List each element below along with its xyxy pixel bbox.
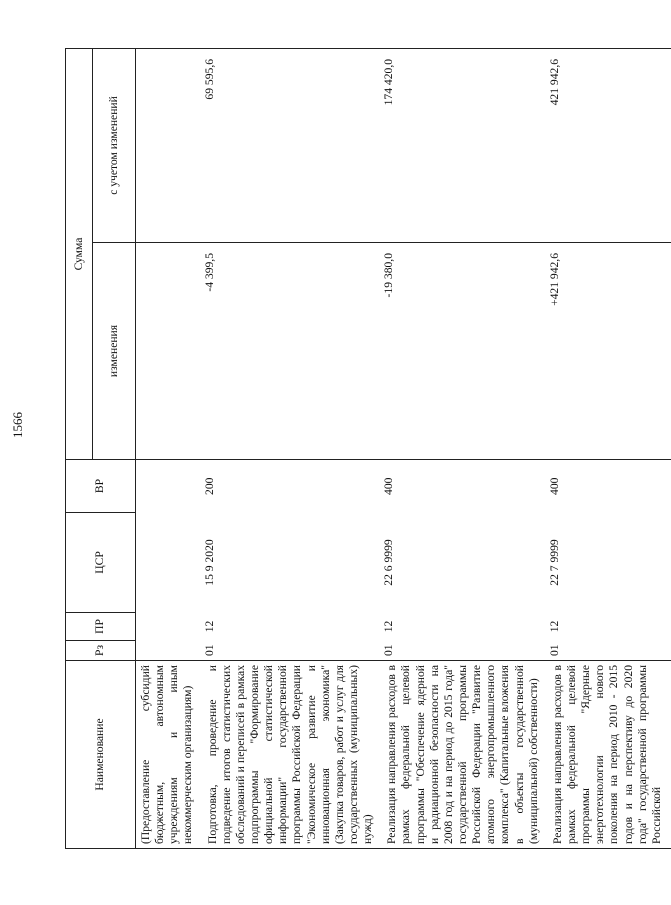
row-rz: 01 — [382, 644, 396, 656]
table-row — [548, 48, 671, 848]
row-csr — [136, 513, 203, 613]
row-rz — [136, 641, 203, 661]
header-with-changes: с учетом изменений — [93, 48, 136, 242]
row-total: 421 942,6 — [548, 48, 671, 242]
row-vr: 400 — [382, 460, 548, 513]
table-header — [66, 48, 136, 848]
row-rz: 01 — [547, 644, 561, 656]
row-pr: 12 — [202, 620, 216, 633]
row-vr: 200 — [203, 460, 383, 513]
row-change: +421 942,6 — [548, 243, 671, 460]
row-vr — [136, 460, 203, 513]
row-name: Реализация направления расходов в рамках федеральной целевой программы "Обеспечение ядерной и радиационной безопасности на 2008 год и на период до 2015 года" государственной программы Российской Федерации "Развитие атомного энергопромышленного комплекса" (Капитальные вложения в объекты государственной (муниципальной) собственности) — [382, 661, 548, 849]
header-name: Наименование — [66, 661, 136, 849]
row-change: -4 399,5 — [203, 243, 383, 460]
table-row — [203, 48, 383, 848]
header-pr: ПР — [66, 613, 136, 641]
row-change: -19 380,0 — [382, 243, 548, 460]
header-csr: ЦСР — [66, 513, 136, 613]
row-csr: 15 9 2020 — [202, 539, 216, 586]
header-sum: Сумма — [66, 48, 93, 459]
budget-table — [65, 48, 671, 849]
row-pr: 12 — [382, 620, 396, 633]
row-total: 69 595,6 — [203, 48, 383, 242]
row-csr: 22 6 9999 — [382, 539, 396, 586]
row-total — [136, 48, 203, 242]
rotated-document — [65, 49, 663, 849]
row-vr: 400 — [548, 460, 671, 513]
row-name: Подготовка, проведение и подведение итогов статистических обследований и переписей в рамках подпрограммы "Формирование официальной статистической информации" государственной программы Российской Федерации "Экономическое развитие и инновационная экономика" (Закупка товаров, работ и услуг для государственных (муниципальных) нужд) — [203, 661, 383, 849]
row-total: 174 420,0 — [382, 48, 548, 242]
row-rz: 01 — [202, 644, 216, 656]
table-row — [382, 48, 548, 848]
row-csr: 22 7 9999 — [547, 539, 561, 586]
page-number: 1566 — [10, 412, 25, 438]
row-name: Реализация направления расходов в рамках федеральной целевой программы "Ядерные энерготехнологии нового поколения на период 2010 - 2015 годов и на перспективу до 2020 года" государственной программы Российской — [548, 661, 671, 849]
header-vr: ВР — [66, 460, 136, 513]
table-row — [136, 48, 203, 848]
header-change: изменения — [93, 243, 136, 460]
row-pr — [136, 613, 203, 641]
row-pr: 12 — [547, 620, 561, 633]
row-change — [136, 243, 203, 460]
header-rz: Рз — [66, 641, 136, 661]
row-name: (Предоставление субсидий бюджетным, автономным учреждениям и иным некоммерческим организациям) — [136, 661, 203, 849]
